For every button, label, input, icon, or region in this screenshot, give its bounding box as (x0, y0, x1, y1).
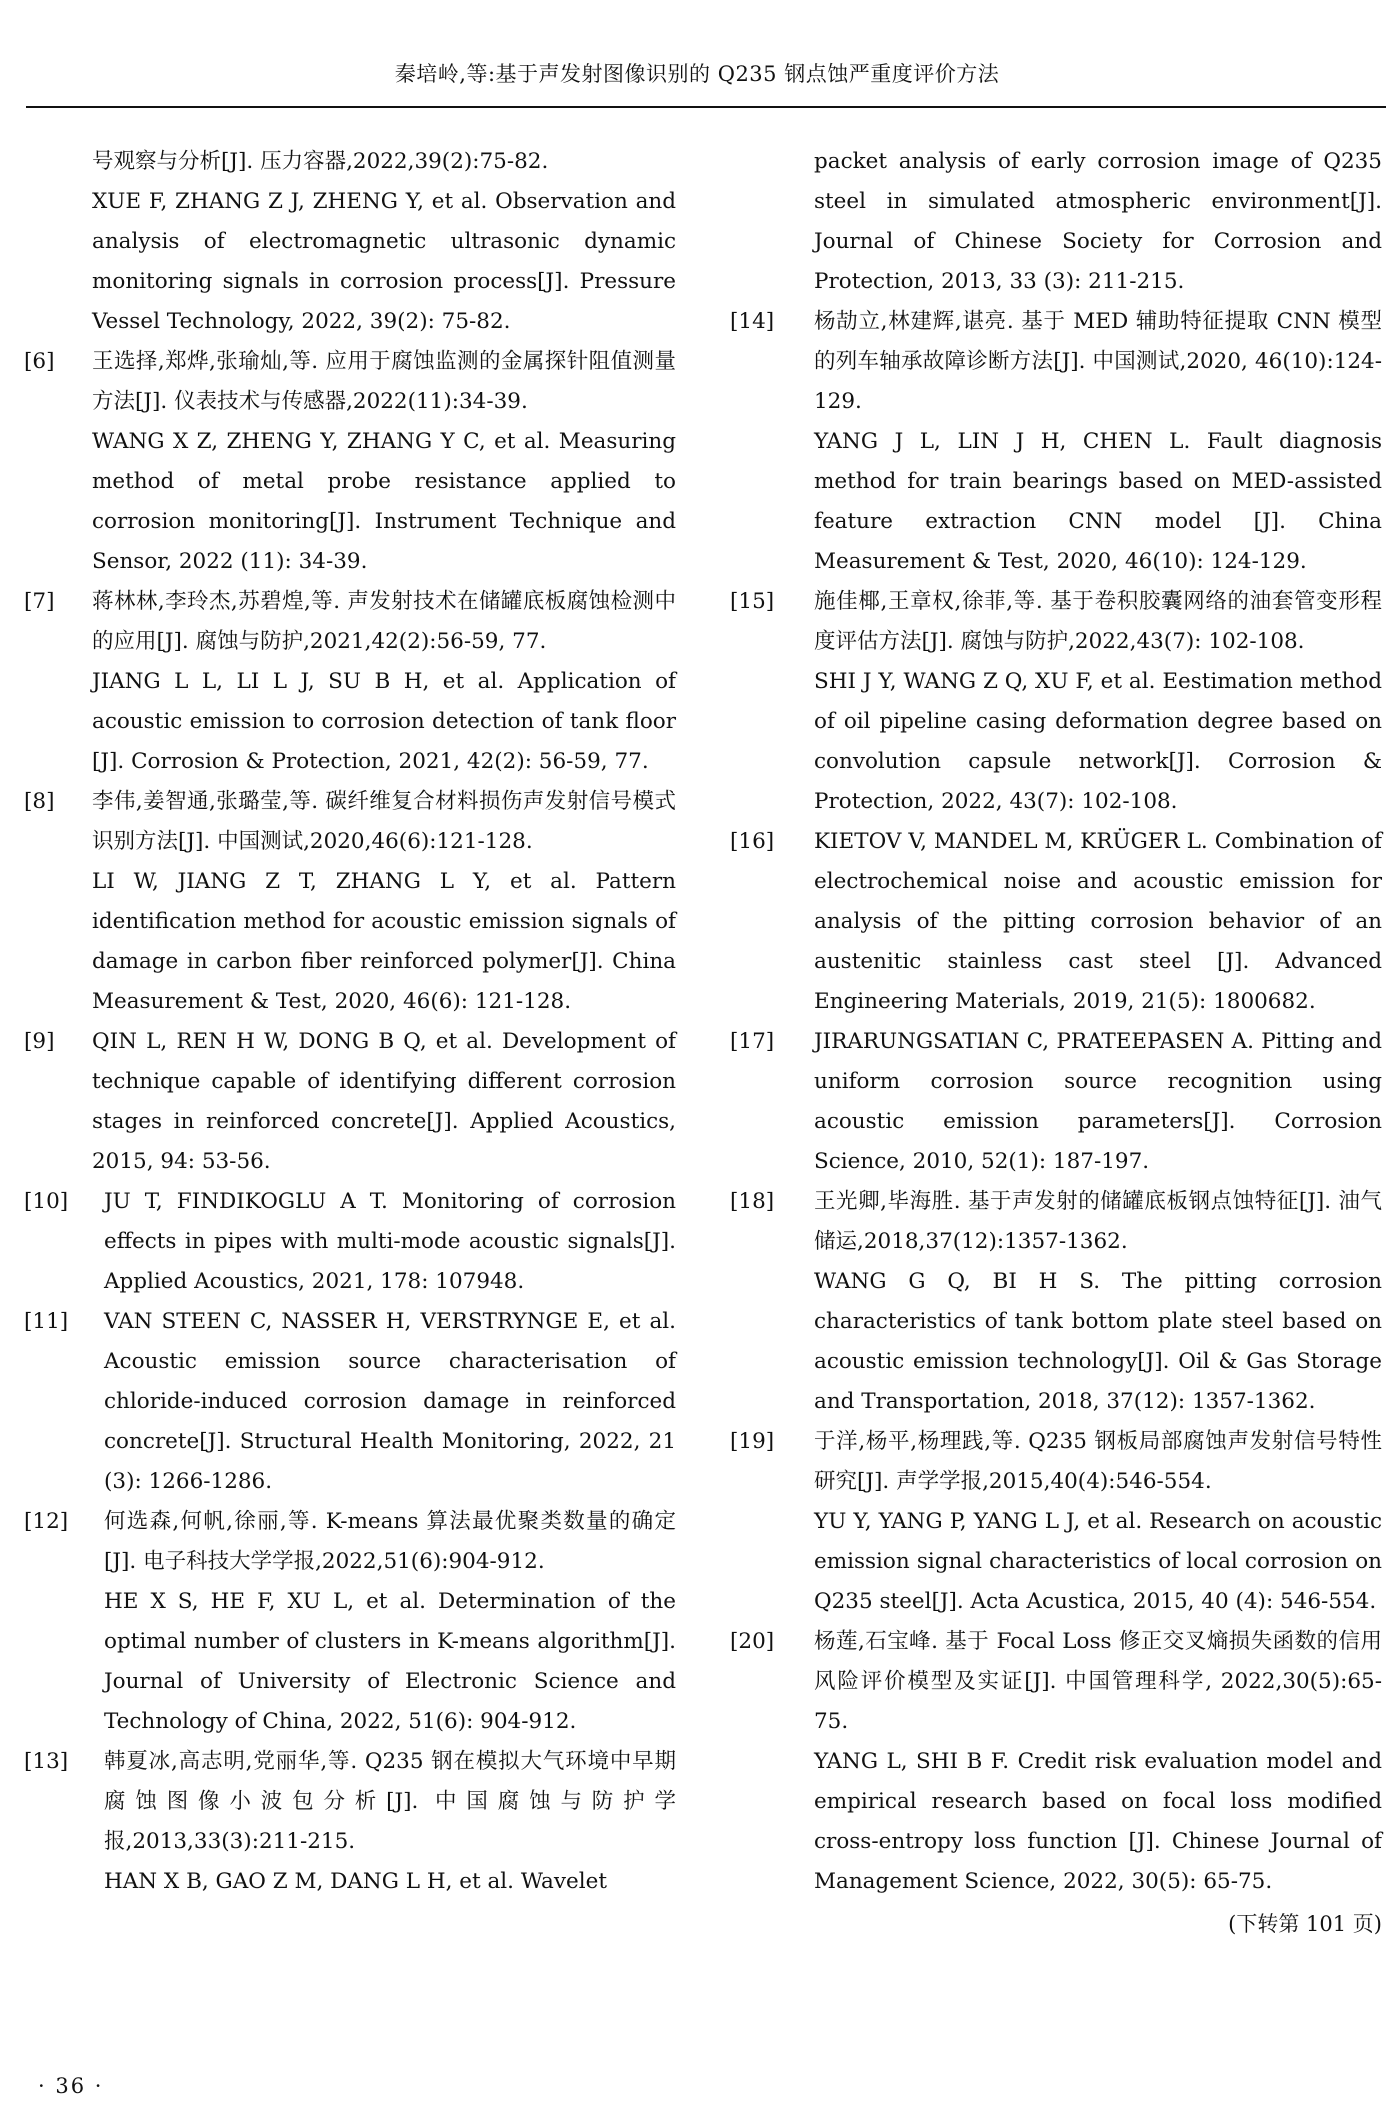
reference-14 (730, 302, 1382, 582)
right-column (730, 142, 1382, 1944)
reference-en: QIN L, REN H W, DONG B Q, et al. Development of technique capable of identifying different corrosion stages in reinforced concrete[J]. Applied Acoustics, 2015, 94: 53-56. (92, 1029, 676, 1174)
reference-number: [7] (24, 589, 55, 614)
reference-zh: 杨莲,石宝峰. 基于 Focal Loss 修正交叉熵损失函数的信用风险评价模型及实证[J]. 中国管理科学, 2022,30(5):65-75. (814, 1629, 1382, 1734)
reference-en: WANG G Q, BI H S. The pitting corrosion characteristics of tank bottom plate steel based on acoustic emission technology[J]. Oil & Gas Storage and Transportation, 2018, 37(12): 1357-1362. (814, 1269, 1382, 1414)
reference-number: [6] (24, 349, 55, 374)
ref-5-continuation-en: XUE F, ZHANG Z J, ZHENG Y, et al. Observation and analysis of electromagnetic ultrasonic dynamic monitoring signals in corrosion process[J]. Pressure Vessel Technology, 2022, 39(2): 75-82. (92, 189, 676, 334)
reference-10 (24, 1182, 676, 1302)
reference-number: [9] (24, 1029, 55, 1054)
reference-zh: 蒋林林,李玲杰,苏碧煌,等. 声发射技术在储罐底板腐蚀检测中的应用[J]. 腐蚀与防护,2021,42(2):56-59, 77. (92, 589, 676, 654)
reference-20 (730, 1622, 1382, 1902)
reference-zh: 王光卿,毕海胜. 基于声发射的储罐底板钢点蚀特征[J]. 油气储运,2018,37(12):1357-1362. (814, 1189, 1382, 1254)
reference-en: LI W, JIANG Z T, ZHANG L Y, et al. Pattern identification method for acoustic emission signals of damage in carbon fiber reinforced polymer[J]. China Measurement & Test, 2020, 46(6): 121-128. (92, 869, 676, 1014)
reference-8 (24, 782, 676, 1022)
reference-9 (24, 1022, 676, 1182)
reference-en: WANG X Z, ZHENG Y, ZHANG Y C, et al. Measuring method of metal probe resistance applied to corrosion monitoring[J]. Instrument Technique and Sensor, 2022 (11): 34-39. (92, 429, 676, 574)
reference-number: [10] (24, 1189, 69, 1214)
ref-13-continuation-en: packet analysis of early corrosion image of Q235 steel in simulated atmospheric environment[J]. Journal of Chinese Society for Corrosion and Protection, 2013, 33 (3): 211-215. (814, 149, 1382, 294)
page-number: · 36 · (38, 2074, 104, 2098)
reference-17 (730, 1022, 1382, 1182)
reference-en: SHI J Y, WANG Z Q, XU F, et al. Eestimation method of oil pipeline casing deformation degree based on convolution capsule network[J]. Corrosion & Protection, 2022, 43(7): 102-108. (814, 669, 1382, 814)
reference-zh: 于洋,杨平,杨理践,等. Q235 钢板局部腐蚀声发射信号特性研究[J]. 声学学报,2015,40(4):546-554. (814, 1429, 1382, 1494)
reference-12 (24, 1502, 676, 1742)
reference-6 (24, 342, 676, 582)
reference-7 (24, 582, 676, 782)
reference-zh: 何选森,何帆,徐丽,等. K-means 算法最优聚类数量的确定[J]. 电子科技大学学报,2022,51(6):904-912. (104, 1509, 676, 1574)
reference-19 (730, 1422, 1382, 1622)
reference-en: YANG J L, LIN J H, CHEN L. Fault diagnosis method for train bearings based on MED-assisted feature extraction CNN model [J]. China Measurement & Test, 2020, 46(10): 124-129. (814, 429, 1382, 574)
ref-5-continuation-zh: 号观察与分析[J]. 压力容器,2022,39(2):75-82. (92, 149, 549, 174)
reference-en: HE X S, HE F, XU L, et al. Determination of the optimal number of clusters in K-means algorithm[J]. Journal of University of Electronic Science and Technology of China, 2022, 51(6): 904-912. (104, 1589, 676, 1734)
reference-number: [18] (730, 1189, 775, 1214)
reference-en: VAN STEEN C, NASSER H, VERSTRYNGE E, et al. Acoustic emission source characterisation of chloride-induced corrosion damage in reinforced concrete[J]. Structural Health Monitoring, 2022, 21 (3): 1266-1286. (104, 1309, 676, 1494)
reference-zh: 施佳椰,王章权,徐菲,等. 基于卷积胶囊网络的油套管变形程度评估方法[J]. 腐蚀与防护,2022,43(7): 102-108. (814, 589, 1382, 654)
header-rule (26, 106, 1386, 108)
reference-number: [20] (730, 1629, 775, 1654)
reference-number: [14] (730, 309, 775, 334)
continued-note: (下转第 101 页) (1228, 1912, 1382, 1936)
reference-en: YU Y, YANG P, YANG L J, et al. Research on acoustic emission signal characteristics of local corrosion on Q235 steel[J]. Acta Acustica, 2015, 40 (4): 546-554. (814, 1509, 1382, 1614)
reference-en: YANG L, SHI B F. Credit risk evaluation model and empirical research based on focal loss modified cross-entropy loss function [J]. Chinese Journal of Management Science, 2022, 30(5): 65-75. (814, 1749, 1382, 1894)
reference-18 (730, 1182, 1382, 1422)
reference-number: [11] (24, 1309, 69, 1334)
reference-number: [12] (24, 1509, 69, 1534)
reference-number: [15] (730, 589, 775, 614)
reference-zh: 李伟,姜智通,张璐莹,等. 碳纤维复合材料损伤声发射信号模式识别方法[J]. 中国测试,2020,46(6):121-128. (92, 789, 676, 854)
reference-zh: 韩夏冰,高志明,党丽华,等. Q235 钢在模拟大气环境中早期腐蚀图像小波包分析[J]. 中国腐蚀与防护学报,2013,33(3):211-215. (104, 1749, 676, 1854)
reference-number: [17] (730, 1029, 775, 1054)
reference-zh: 王选择,郑烨,张瑜灿,等. 应用于腐蚀监测的金属探针阻值测量方法[J]. 仪表技术与传感器,2022(11):34-39. (92, 349, 676, 414)
reference-en: JIANG L L, LI L J, SU B H, et al. Application of acoustic emission to corrosion detection of tank floor [J]. Corrosion & Protection, 2021, 42(2): 56-59, 77. (92, 669, 676, 774)
reference-en: HAN X B, GAO Z M, DANG L H, et al. Wavelet (104, 1869, 607, 1894)
reference-11 (24, 1302, 676, 1502)
running-title: 秦培岭,等:基于声发射图像识别的 Q235 钢点蚀严重度评价方法 (394, 62, 1000, 86)
reference-en: JU T, FINDIKOGLU A T. Monitoring of corrosion effects in pipes with multi-mode acoustic signals[J]. Applied Acoustics, 2021, 178: 107948. (104, 1189, 676, 1294)
reference-number: [19] (730, 1429, 775, 1454)
reference-number: [13] (24, 1749, 69, 1774)
reference-15 (730, 582, 1382, 822)
reference-16 (730, 822, 1382, 1022)
reference-13 (24, 1742, 676, 1902)
reference-number: [16] (730, 829, 775, 854)
reference-en: JIRARUNGSATIAN C, PRATEEPASEN A. Pitting and uniform corrosion source recognition using acoustic emission parameters[J]. Corrosion Science, 2010, 52(1): 187-197. (814, 1029, 1382, 1174)
reference-en: KIETOV V, MANDEL M, KRÜGER L. Combination of electrochemical noise and acoustic emission for analysis of the pitting corrosion behavior of an austenitic stainless cast steel [J]. Advanced Engineering Materials, 2019, 21(5): 1800682. (814, 829, 1382, 1014)
left-column (24, 142, 676, 1902)
reference-zh: 杨劼立,林建辉,谌亮. 基于 MED 辅助特征提取 CNN 模型的列车轴承故障诊断方法[J]. 中国测试,2020, 46(10):124-129. (814, 309, 1382, 414)
reference-number: [8] (24, 789, 55, 814)
